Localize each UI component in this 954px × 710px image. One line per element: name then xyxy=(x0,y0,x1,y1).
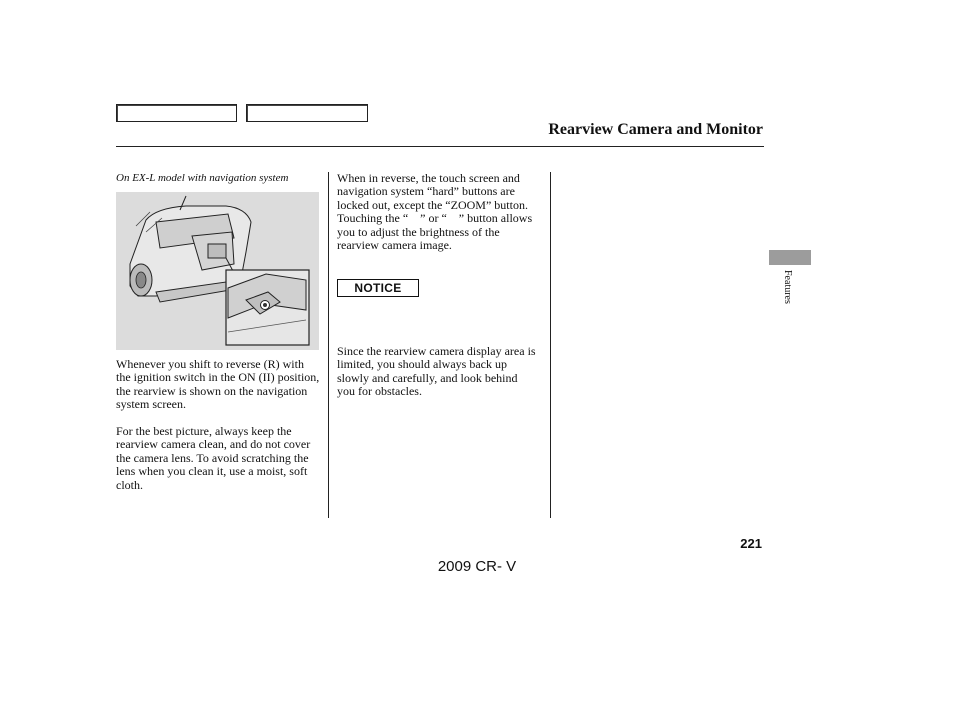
section-side-tab[interactable] xyxy=(769,250,811,265)
nav-tab-next[interactable] xyxy=(246,104,368,122)
column-divider-left xyxy=(328,172,329,518)
model-footer: 2009 CR- V xyxy=(437,558,517,575)
page-number: 221 xyxy=(740,536,762,551)
page-title: Rearview Camera and Monitor xyxy=(548,121,763,138)
rear-camera-illustration xyxy=(116,192,319,350)
reverse-display-paragraph: Whenever you shift to reverse (R) with the ignition switch in the ON (II) position, the rearview is shown on the navigation system screen. xyxy=(116,357,320,412)
title-divider xyxy=(116,146,764,147)
notice-label: NOTICE xyxy=(337,279,419,297)
reverse-lockout-paragraph: When in reverse, the touch screen and navigation system “hard” buttons are locked out, except the “ZOOM” button. Touching the “ ” or “ ” button allows you to adjust the brightness of the rearview camera image. xyxy=(337,171,533,253)
column-divider-right xyxy=(550,172,551,518)
section-side-label: Features xyxy=(782,270,793,304)
figure-caption: On EX-L model with navigation system xyxy=(116,172,289,184)
nav-tab-previous[interactable] xyxy=(116,104,237,122)
camera-cleaning-paragraph: For the best picture, always keep the rearview camera clean, and do not cover the camera lens. To avoid scratching the lens when you clean it, use a moist, soft cloth. xyxy=(116,424,311,492)
backup-caution-paragraph: Since the rearview camera display area is limited, you should always back up slowly and carefully, and look behind you for obstacles. xyxy=(337,344,536,399)
